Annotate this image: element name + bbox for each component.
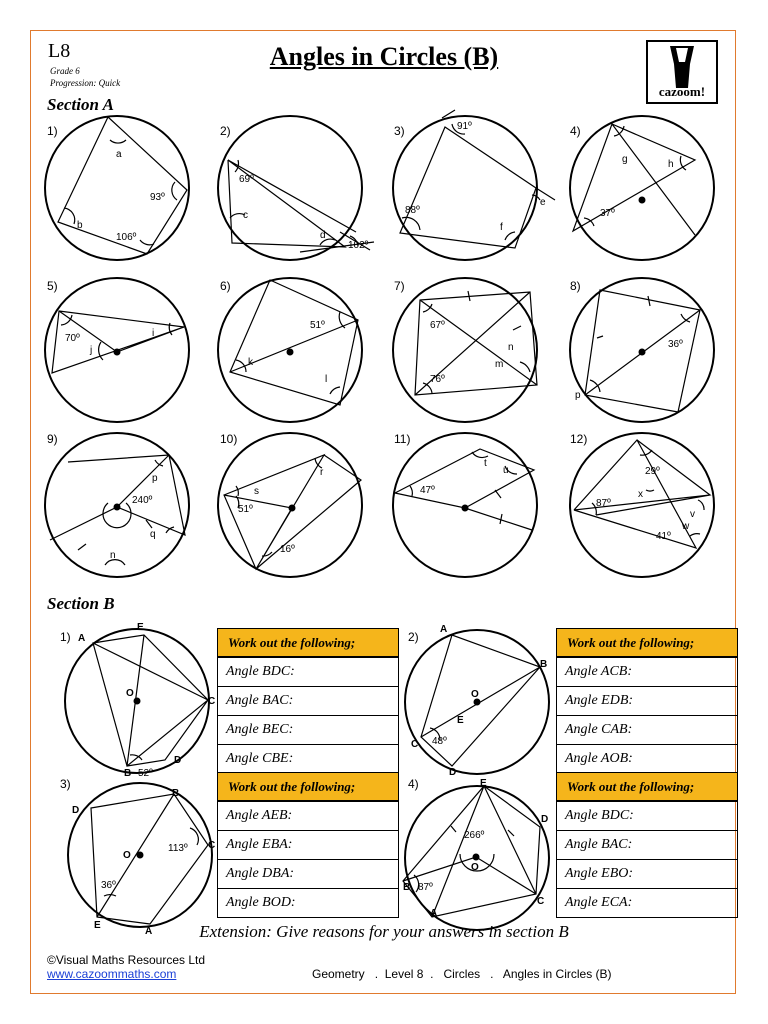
level-label: L8 <box>48 40 71 62</box>
svg-text:C: C <box>537 896 545 907</box>
svg-text:d: d <box>320 230 326 241</box>
svg-text:B: B <box>403 882 411 893</box>
svg-text:C: C <box>208 840 216 851</box>
svg-text:D: D <box>541 814 549 825</box>
answer-row[interactable]: Angle EDB: <box>557 686 737 715</box>
svg-text:n: n <box>110 550 116 561</box>
svg-text:f: f <box>500 222 503 233</box>
q10-number: 10) <box>220 432 238 446</box>
svg-text:l: l <box>325 374 328 385</box>
svg-text:A: A <box>440 624 448 635</box>
extension-text: Extension: Give reasons for your answers in section B <box>199 922 569 941</box>
svg-text:n: n <box>508 342 514 353</box>
svg-text:47º: 47º <box>420 485 435 496</box>
svg-text:D: D <box>174 755 182 766</box>
svg-text:88º: 88º <box>405 205 420 216</box>
answer-row[interactable]: Angle AEB: <box>226 808 293 823</box>
answer-row[interactable]: Angle BDC: <box>226 664 295 679</box>
svg-text:87º: 87º <box>418 882 433 893</box>
answer-row[interactable]: Angle DBA: <box>218 859 398 888</box>
svg-text:x: x <box>638 489 643 500</box>
svg-text:48º: 48º <box>432 736 447 747</box>
svg-text:b: b <box>77 220 83 231</box>
answer-row[interactable]: Angle BEC: <box>218 715 398 744</box>
section-a-heading: Section A <box>47 95 114 114</box>
q2-number: 2) <box>220 124 231 138</box>
svg-text:C: C <box>208 696 216 707</box>
q8-number: 8) <box>570 279 581 293</box>
q5-number: 5) <box>47 279 58 293</box>
svg-text:93º: 93º <box>150 192 165 203</box>
svg-text:102º: 102º <box>348 240 369 251</box>
problem-4-table <box>556 772 738 918</box>
answer-row[interactable]: Angle ACB: <box>565 664 633 679</box>
svg-text:q: q <box>150 529 156 540</box>
table-header: Work out the following; <box>557 773 737 802</box>
grade-label: Grade 6 <box>50 66 80 76</box>
svg-text:52º: 52º <box>138 768 153 779</box>
answer-row[interactable]: Angle BOD: <box>218 888 398 917</box>
svg-text:113º: 113º <box>168 843 188 854</box>
svg-text:70º: 70º <box>65 333 80 344</box>
problem-1-table <box>217 628 399 774</box>
svg-text:36º: 36º <box>101 880 116 891</box>
svg-text:s: s <box>254 486 259 497</box>
q12-number: 12) <box>570 432 588 446</box>
svg-text:E: E <box>457 715 464 726</box>
svg-text:a: a <box>116 149 122 160</box>
answer-row[interactable]: Angle EBO: <box>557 859 737 888</box>
svg-text:k: k <box>248 357 253 368</box>
svg-text:v: v <box>690 509 695 520</box>
svg-text:D: D <box>449 767 457 778</box>
svg-text:3): 3) <box>60 777 71 791</box>
answer-row[interactable]: Angle BAC: <box>218 686 398 715</box>
svg-text:67º: 67º <box>430 320 445 331</box>
svg-text:37º: 37º <box>600 208 615 219</box>
svg-text:266º: 266º <box>464 830 485 841</box>
website-link[interactable]: www.cazoommaths.com <box>47 967 177 981</box>
logo-text: cazoom! <box>658 84 706 99</box>
svg-text:p: p <box>152 473 158 484</box>
svg-text:A: A <box>430 908 438 919</box>
svg-text:O: O <box>126 688 134 699</box>
problem-2-table <box>556 628 738 774</box>
section-b-heading: Section B <box>47 594 115 613</box>
svg-text:51º: 51º <box>310 320 325 331</box>
answer-row[interactable]: Angle CAB: <box>557 715 737 744</box>
svg-text:16º: 16º <box>280 544 295 555</box>
svg-text:u: u <box>503 465 509 476</box>
svg-text:E: E <box>94 920 101 931</box>
svg-text:h: h <box>668 159 674 170</box>
table-header: Work out the following; <box>218 629 398 658</box>
svg-text:36º: 36º <box>668 339 683 350</box>
answer-row[interactable]: Angle AOB: <box>557 744 737 773</box>
svg-text:A: A <box>78 633 86 644</box>
svg-text:76º: 76º <box>430 374 445 385</box>
answer-row[interactable]: Angle BDC: <box>565 808 634 823</box>
svg-text:C: C <box>411 739 419 750</box>
svg-text:87º: 87º <box>596 498 611 509</box>
q3-circle <box>393 116 537 260</box>
svg-text:p: p <box>575 390 581 401</box>
svg-text:2): 2) <box>408 630 419 644</box>
svg-text:240º: 240º <box>132 495 153 506</box>
svg-text:106º: 106º <box>116 232 137 243</box>
svg-text:D: D <box>72 805 80 816</box>
svg-text:E: E <box>480 778 487 789</box>
svg-text:4): 4) <box>408 777 419 791</box>
q4-number: 4) <box>570 124 581 138</box>
problem-3-table <box>217 772 399 918</box>
answer-row[interactable]: Angle BAC: <box>557 830 737 859</box>
svg-text:B: B <box>172 788 180 799</box>
answer-row[interactable]: Angle CBE: <box>218 744 398 773</box>
q3-number: 3) <box>394 124 405 138</box>
svg-text:O: O <box>471 689 479 700</box>
svg-text:e: e <box>540 197 546 208</box>
table-header: Work out the following; <box>557 629 737 658</box>
svg-text:B: B <box>124 768 132 779</box>
q2-circle <box>218 116 362 260</box>
svg-text:r: r <box>320 467 324 478</box>
svg-text:51º: 51º <box>238 504 253 515</box>
q7-number: 7) <box>394 279 405 293</box>
svg-text:69º: 69º <box>239 174 254 185</box>
progression-label: Progression: Quick <box>50 78 121 88</box>
q12-circle <box>570 433 714 577</box>
svg-text:1): 1) <box>60 630 71 644</box>
svg-text:29º: 29º <box>645 466 660 477</box>
answer-row[interactable]: Angle ECA: <box>557 888 737 917</box>
q9-number: 9) <box>47 432 58 446</box>
q6-number: 6) <box>220 279 231 293</box>
q1-number: 1) <box>47 124 58 138</box>
svg-text:t: t <box>484 458 487 469</box>
svg-text:O: O <box>123 850 131 861</box>
svg-text:A: A <box>145 926 153 937</box>
svg-text:c: c <box>243 210 248 221</box>
svg-text:B: B <box>540 659 548 670</box>
svg-text:w: w <box>682 521 690 532</box>
svg-text:g: g <box>622 154 628 165</box>
answer-row[interactable]: Angle EBA: <box>218 830 398 859</box>
svg-text:i: i <box>152 328 155 339</box>
svg-text:91º: 91º <box>457 121 472 132</box>
svg-text:41º: 41º <box>656 531 671 542</box>
breadcrumb: Geometry . Level 8 . Circles . Angles in Circles (B) <box>312 967 612 981</box>
svg-text:m: m <box>495 359 504 370</box>
table-header: Work out the following; <box>218 773 398 802</box>
copyright: ©Visual Maths Resources Ltd <box>47 953 206 967</box>
page-title: Angles in Circles (B) <box>269 42 499 71</box>
svg-text:O: O <box>471 862 479 873</box>
svg-text:E: E <box>137 622 144 633</box>
q11-number: 11) <box>394 432 411 446</box>
svg-text:j: j <box>90 345 93 356</box>
